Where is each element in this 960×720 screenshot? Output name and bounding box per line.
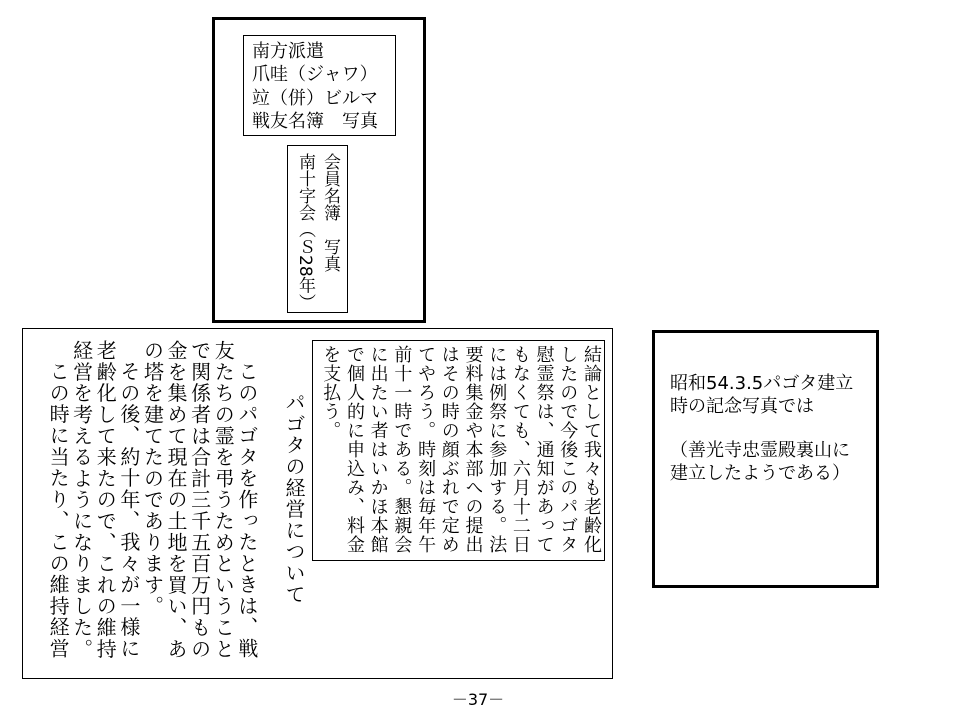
inset-column: てやろう。時刻は毎年午: [415, 345, 437, 554]
album-label-line: 竝（併）ビルマ: [252, 87, 378, 109]
caption-line: 建立したようである）: [670, 463, 850, 484]
inset-column: 前十一時である。懇親会: [391, 345, 413, 554]
inset-column: には例祭に参加する。法: [486, 345, 508, 554]
article-heading: パゴタの経営について: [282, 392, 306, 605]
caption-line: 昭和54.3.5パゴタ建立: [670, 373, 854, 394]
album-label-line: 爪哇（ジャワ）: [252, 64, 378, 86]
pagoda-management-article: [22, 328, 613, 679]
article-column: このパゴタを作ったときは、戦: [234, 361, 259, 660]
conclusion-inset: [312, 340, 605, 561]
inset-column: に出たい者はいかほ本館: [367, 345, 389, 554]
roster-label-association: 南十字会（Ｓ28年）: [295, 153, 315, 311]
photo-caption: [670, 372, 853, 485]
inset-column: を支払う。: [320, 345, 342, 440]
inset-column: で個人的に申込み、料金: [343, 345, 365, 554]
roster-label-title: 会員名簿 写真: [320, 153, 340, 272]
inset-column: 慰霊祭は、通知があって: [533, 345, 555, 554]
inset-column: 要料集金や本部への提出: [462, 345, 484, 554]
member-roster-label: [287, 145, 348, 313]
article-column: 老齢化して来たので、これの維持: [93, 340, 118, 660]
inset-column: 結論として我々も老齢化: [581, 345, 602, 554]
album-label-line: 南方派遣: [252, 41, 324, 62]
caption-line: （善光寺忠霊殿裏山に: [670, 440, 850, 461]
album-title-label: [243, 35, 396, 136]
page-number: －37－: [451, 690, 505, 709]
inset-column: したので今後このパゴタ: [557, 345, 579, 554]
article-column: 友たちの霊を弔うためということ: [211, 340, 236, 660]
inset-column: はその時の顔ぶれで定め: [438, 345, 460, 554]
article-column: この時に当たり、この維持経営: [46, 361, 71, 660]
article-column: その後、約十年、我々が一様に: [116, 361, 141, 660]
article-column: の塔を建てたのであります。: [140, 340, 165, 617]
article-body: [45, 340, 305, 661]
caption-line: 時の記念写真では: [670, 396, 814, 417]
article-column: 金を集めて現在の土地を買い、あ: [164, 340, 189, 660]
article-column: で関係者は合計三千五百万円もの: [187, 340, 212, 660]
photo-caption-panel: [652, 330, 879, 588]
inset-column: もなくても、六月十二日: [509, 345, 531, 554]
article-column: 経営を考えるようになりました。: [69, 340, 94, 660]
album-label-panel: [212, 17, 426, 323]
album-label-line: 戦友名簿 写真: [252, 110, 378, 132]
